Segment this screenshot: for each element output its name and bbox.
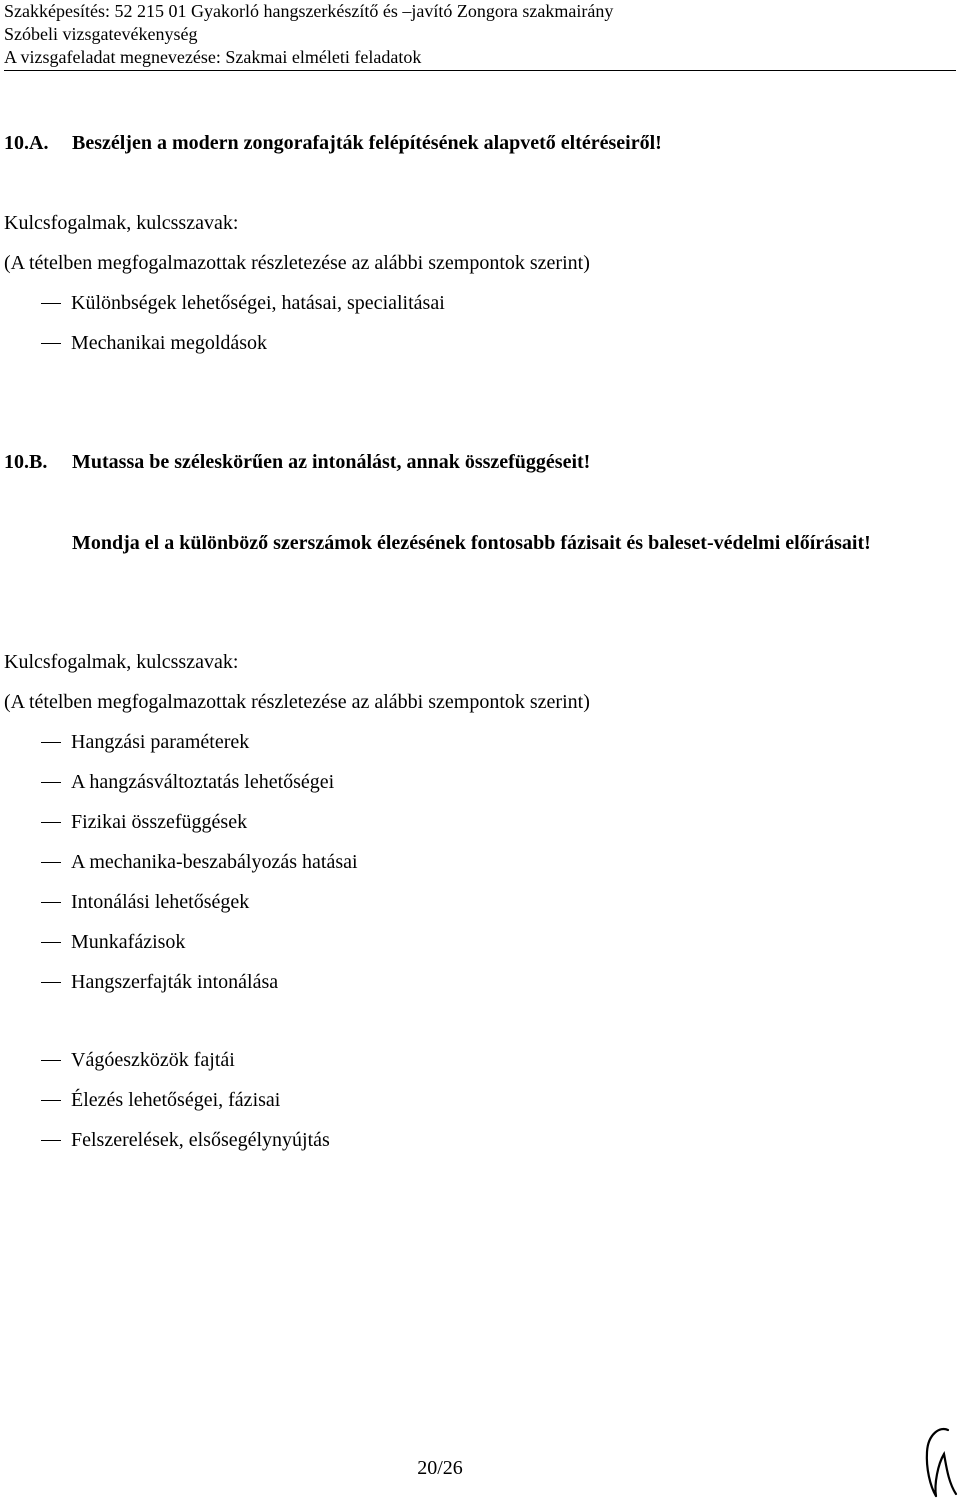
list-item: Különbségek lehetőségei, hatásai, specialitásai	[4, 283, 445, 323]
section-a-keyword-list	[4, 283, 445, 363]
list-item: Vágóeszközök fajtái	[4, 1040, 330, 1080]
list-item: A mechanika-beszabályozás hatásai	[4, 842, 358, 882]
list-item: Fizikai összefüggések	[4, 802, 358, 842]
section-b-keywords-label: Kulcsfogalmak, kulcsszavak:	[4, 651, 239, 673]
list-item: Intonálási lehetőségek	[4, 882, 358, 922]
list-item: A hangzásváltoztatás lehetőségei	[4, 762, 358, 802]
list-item: Felszerelések, elsősegélynyújtás	[4, 1120, 330, 1160]
dash-bullet	[41, 822, 61, 823]
section-b-number: 10.B.	[4, 451, 48, 473]
dash-bullet	[41, 862, 61, 863]
section-a-heading	[4, 132, 662, 155]
dash-bullet	[41, 1100, 61, 1101]
dash-bullet	[41, 1060, 61, 1061]
section-b-heading	[4, 451, 590, 474]
signature-icon	[918, 1424, 958, 1500]
section-b-keyword-list-2	[4, 1040, 330, 1160]
header-qualification: Szakképesítés: 52 215 01 Gyakorló hangszerkészítő és –javító Zongora szakmairány	[4, 1, 614, 21]
section-a-number: 10.A.	[4, 132, 49, 154]
dash-bullet	[41, 1140, 61, 1141]
dash-bullet	[41, 982, 61, 983]
section-b-subtitle: Mondja el a különböző szerszámok élezésének fontosabb fázisait és baleset-védelmi előírásait!	[72, 532, 871, 554]
dash-bullet	[41, 782, 61, 783]
header-rule	[4, 70, 956, 71]
list-item: Munkafázisok	[4, 922, 358, 962]
dash-bullet	[41, 902, 61, 903]
section-a-title: Beszéljen a modern zongorafajták felépítésének alapvető eltéréseiről!	[72, 132, 662, 154]
list-item: Mechanikai megoldások	[4, 323, 445, 363]
dash-bullet	[41, 742, 61, 743]
list-item: Hangszerfajták intonálása	[4, 962, 358, 1002]
document-header	[4, 0, 956, 69]
dash-bullet	[41, 303, 61, 304]
header-activity: Szóbeli vizsgatevékenység	[4, 24, 198, 44]
list-item: Élezés lehetőségei, fázisai	[4, 1080, 330, 1120]
section-b-title: Mutassa be széleskörűen az intonálást, annak összefüggéseit!	[72, 451, 591, 473]
section-b-criteria: (A tételben megfogalmazottak részletezése az alábbi szempontok szerint)	[4, 691, 590, 713]
dash-bullet	[41, 942, 61, 943]
section-a-keywords-label: Kulcsfogalmak, kulcsszavak:	[4, 212, 239, 234]
list-item: Hangzási paraméterek	[4, 722, 358, 762]
section-a-criteria: (A tételben megfogalmazottak részletezése az alábbi szempontok szerint)	[4, 252, 590, 274]
page-number: 20/26	[417, 1457, 463, 1479]
dash-bullet	[41, 343, 61, 344]
section-b-keyword-list-1	[4, 722, 358, 1002]
header-task-name: A vizsgafeladat megnevezése: Szakmai elméleti feladatok	[4, 47, 422, 67]
